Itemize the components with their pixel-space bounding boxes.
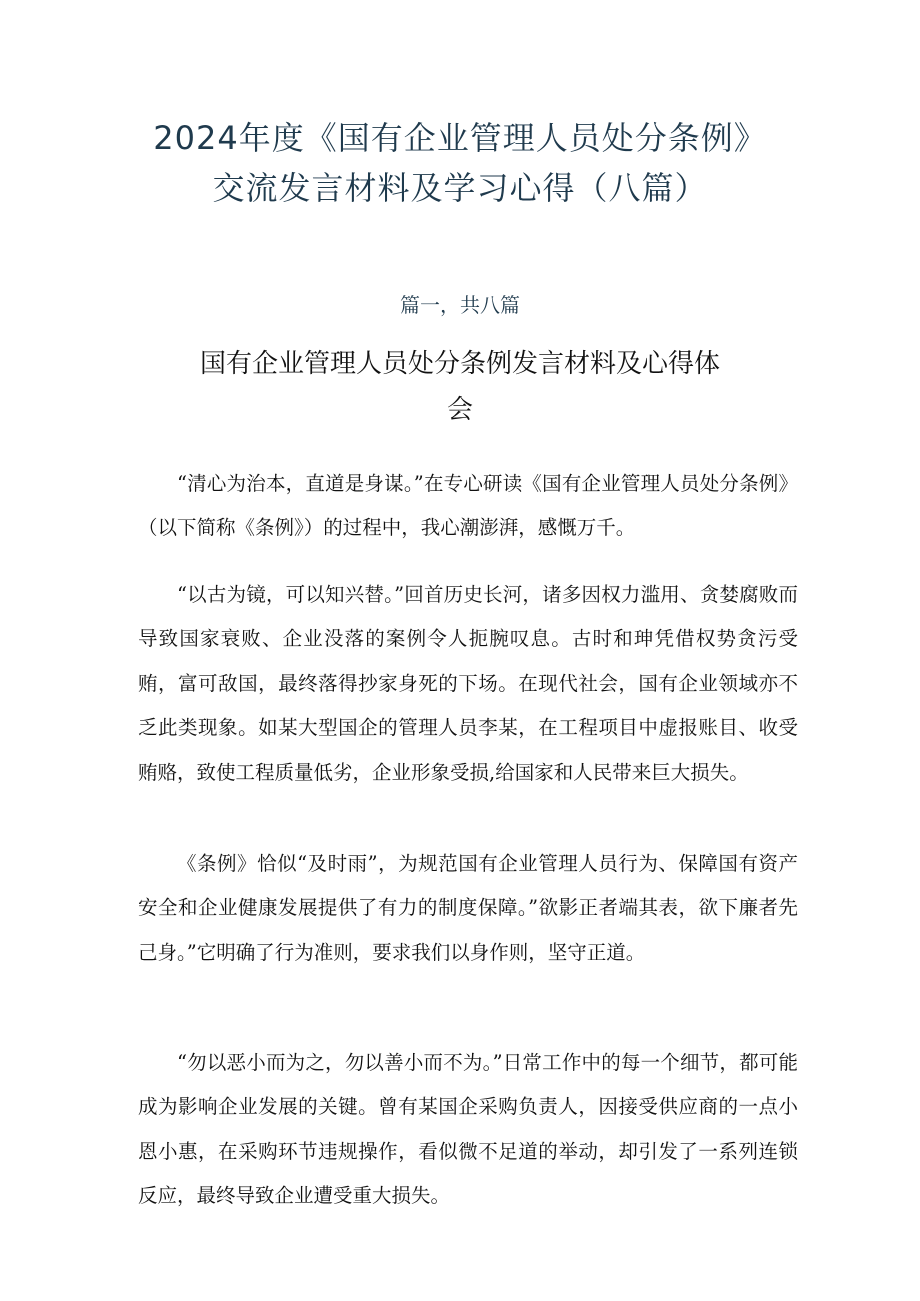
section-title-line-1: 国有企业管理人员处分条例发言材料及心得体 — [199, 349, 720, 379]
body-paragraph-4: “勿以恶小而为之，勿以善小而不为。”日常工作中的每一个细节，都可能成为影响企业发展的关键。曾有某国企采购负责人，因接受供应商的一点小恩小惠，在采购环节违规操作，看似微不足道的举动，却引发了一系列连锁反应，最终导致企业遭受重大损失。 — [138, 1050, 798, 1207]
body-paragraph-3: 《条例》恰似“及时雨”，为规范国有企业管理人员行为、保障国有资产安全和企业健康发展提供了有力的制度保障。”欲影正者端其表，欲下廉者先己身。”它明确了行为准则，要求我们以身作则，坚守正道。 — [138, 851, 798, 964]
section-title-line-2: 会 — [446, 395, 473, 425]
body-paragraph-2: “以古为镜，可以知兴替。”回首历史长河，诸多因权力滥用、贪婪腐败而导致国家衰败、企业没落的案例令人扼腕叹息。古时和珅凭借权势贪污受贿，富可敌国，最终落得抄家身死的下场。在现代社会，国有企业领域亦不乏此类现象。如某大型国企的管理人员李某，在工程项目中虚报账目、收受贿赂，致使工程质量低劣，企业形象受损,给国家和人民带来巨大损失。 — [138, 582, 798, 784]
part-label: 篇一，共八篇 — [400, 293, 520, 317]
body-paragraph-1: “清心为治本，直道是身谋。”在专心研读《国有企业管理人员处分条例》（以下简称《条例》）的过程中，我心潮澎湃，感慨万千。 — [138, 471, 798, 539]
document-title-line-1: 2024年度《国有企业管理人员处分条例》 — [153, 119, 767, 157]
document-title-line-2: 交流发言材料及学习心得（八篇） — [212, 169, 708, 207]
